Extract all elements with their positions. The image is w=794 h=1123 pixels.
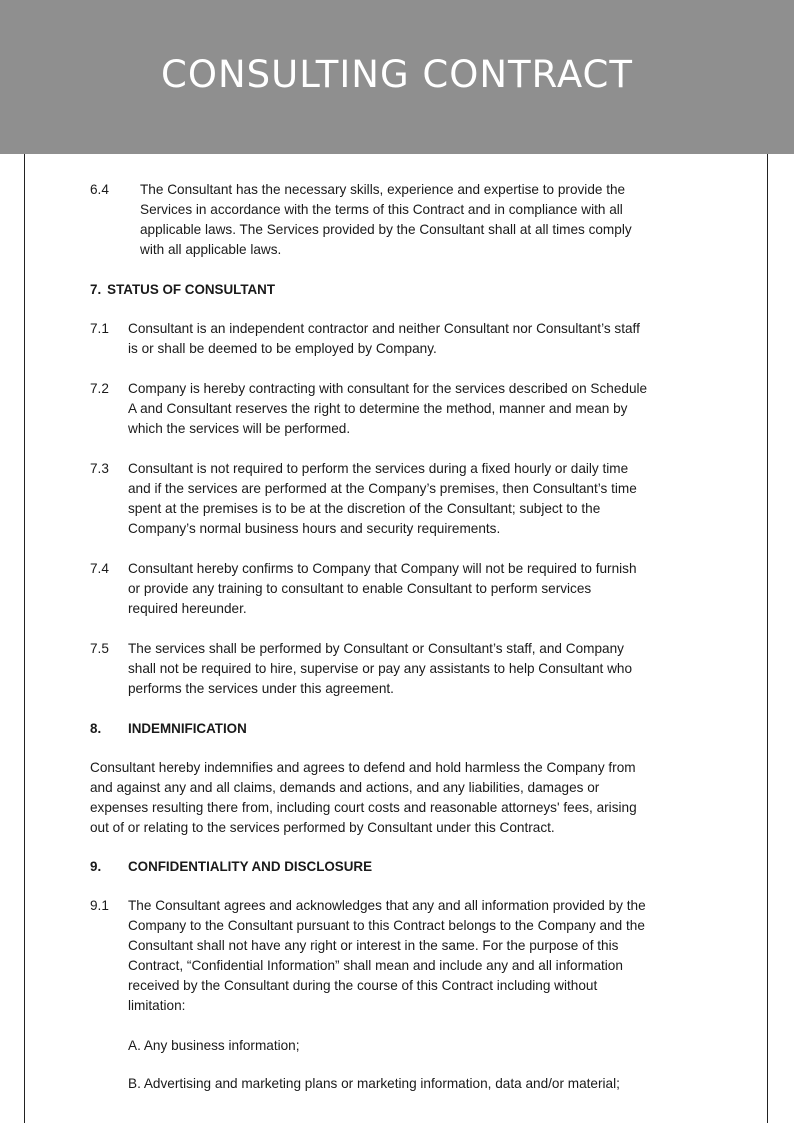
- clause-number: 7.3: [90, 461, 109, 476]
- clause-7-3: [90, 459, 715, 539]
- document-page: [24, 154, 768, 1123]
- section-title: STATUS OF CONSULTANT: [107, 282, 276, 297]
- clause-text: [128, 896, 715, 1016]
- section-number: 8.: [90, 721, 102, 736]
- clause-6-4: [90, 180, 715, 260]
- clause-7-4: [90, 559, 715, 619]
- document-body: [90, 180, 715, 1112]
- clause-text: [128, 639, 715, 699]
- clause-text: [128, 319, 715, 359]
- text-line: or provide any training to consultant to enable Consultant to perform services: [128, 581, 592, 596]
- section-heading-9: [90, 857, 715, 877]
- text-line: is or shall be deemed to be employed by Company.: [128, 341, 437, 356]
- section-title: CONFIDENTIALITY AND DISCLOSURE: [128, 859, 373, 874]
- document-title: CONSULTING CONTRACT: [161, 52, 633, 96]
- text-line: Consultant shall not have any right or interest in the same. For the purpose of this: [128, 938, 619, 953]
- text-line: shall not be required to hire, supervise or pay any assistants to help Consultant who: [128, 661, 633, 676]
- text-line: Consultant hereby confirms to Company that Company will not be required to furnish: [128, 561, 637, 576]
- text-line: Contract, “Confidential Information” shall mean and include any and all information: [128, 958, 623, 973]
- clause-9-1: [90, 896, 715, 1016]
- clause-text: [140, 180, 715, 260]
- clause-7-1: [90, 319, 715, 359]
- text-line: Services in accordance with the terms of this Contract and in compliance with all: [140, 202, 623, 217]
- clause-7-2: [90, 379, 715, 439]
- clause-number: 9.1: [90, 898, 109, 913]
- clause-7-5: [90, 639, 715, 699]
- clause-number: 7.1: [90, 321, 109, 336]
- text-line: required hereunder.: [128, 601, 247, 616]
- clause-number: 7.2: [90, 381, 109, 396]
- text-line: Consultant hereby indemnifies and agrees to defend and hold harmless the Company from: [90, 760, 636, 775]
- indemnification-paragraph: [90, 758, 715, 838]
- text-line: and against any and all claims, demands and actions, and any liabilities, damages or: [90, 780, 600, 795]
- text-line: applicable laws. The Services provided by the Consultant shall at all times comply: [140, 222, 632, 237]
- text-line: The Consultant has the necessary skills, experience and expertise to provide the: [140, 182, 626, 197]
- text-line: Consultant is an independent contractor and neither Consultant nor Consultant’s staff: [128, 321, 640, 336]
- text-line: and if the services are performed at the Company’s premises, then Consultant’s time: [128, 481, 637, 496]
- text-line: limitation:: [128, 998, 186, 1013]
- text-line: The services shall be performed by Consultant or Consultant’s staff, and Company: [128, 641, 624, 656]
- clause-text: [128, 379, 715, 439]
- text-line: spent at the premises is to be at the discretion of the Consultant; subject to the: [128, 501, 601, 516]
- text-line: out of or relating to the services performed by Consultant under this Contract.: [90, 820, 555, 835]
- clause-number: 7.5: [90, 641, 109, 656]
- section-number: 9.: [90, 859, 102, 874]
- list-item-b: B. Advertising and marketing plans or marketing information, data and/or material;: [128, 1076, 620, 1091]
- text-line: The Consultant agrees and acknowledges that any and all information provided by the: [128, 898, 646, 913]
- text-line: which the services will be performed.: [128, 421, 351, 436]
- text-line: Company’s normal business hours and security requirements.: [128, 521, 501, 536]
- header-banner: [0, 0, 794, 154]
- text-line: expenses resulting there from, including court costs and reasonable attorneys' fees, arising: [90, 800, 637, 815]
- section-heading-7: [90, 280, 715, 300]
- text-line: Consultant is not required to perform the services during a fixed hourly or daily time: [128, 461, 629, 476]
- text-line: Company to the Consultant pursuant to this Contract belongs to the Company and the: [128, 918, 645, 933]
- text-line: Company is hereby contracting with consultant for the services described on Schedule: [128, 381, 648, 396]
- clause-text: [128, 559, 715, 619]
- clause-number: 6.4: [90, 182, 109, 197]
- section-heading-8: [90, 719, 715, 739]
- clause-number: 7.4: [90, 561, 109, 576]
- clause-text: [128, 459, 715, 539]
- text-line: A and Consultant reserves the right to determine the method, manner and mean by: [128, 401, 628, 416]
- text-line: performs the services under this agreement.: [128, 681, 394, 696]
- section-number: 7.: [90, 282, 102, 297]
- section-title: INDEMNIFICATION: [128, 721, 247, 736]
- list-item-a: A. Any business information;: [128, 1038, 300, 1053]
- text-line: received by the Consultant during the course of this Contract including without: [128, 978, 598, 993]
- text-line: with all applicable laws.: [140, 242, 282, 257]
